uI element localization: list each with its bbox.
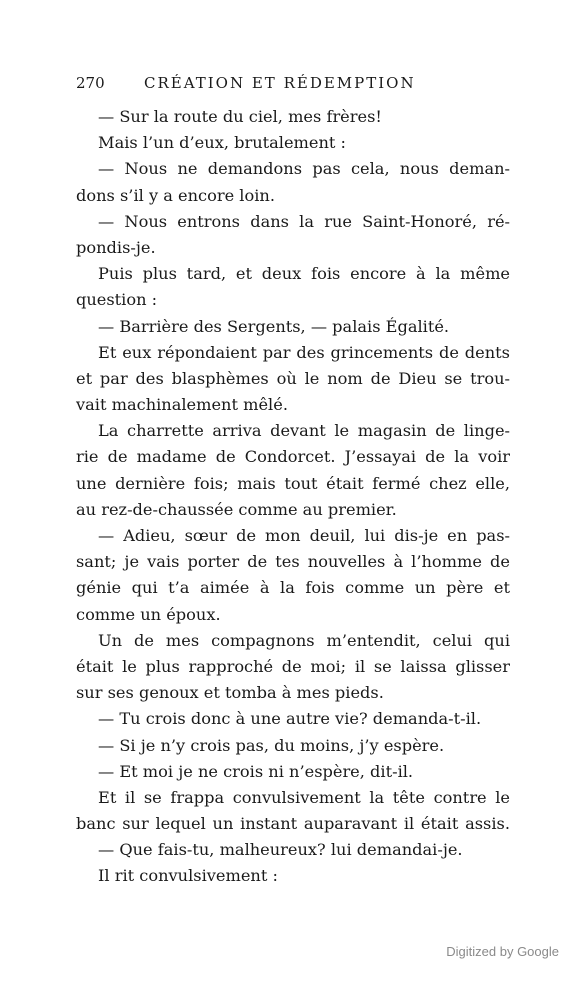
- text-line: — Que fais-tu, malheureux? lui demandai-je.: [98, 840, 463, 860]
- text-line: pondis-je.: [76, 237, 156, 257]
- text-line: — Barrière des Sergents, — palais Égalité.: [98, 316, 450, 336]
- text-line: génie qui t’a aimée à la fois comme un père et: [76, 578, 510, 598]
- text-line: était le plus rapproché de moi; il se laissa glisser: [76, 656, 510, 676]
- page-header: [76, 74, 516, 96]
- text-line: rie de madame de Condorcet. J’essayai de la voir: [76, 447, 510, 467]
- text-line: Il rit convulsivement :: [98, 866, 278, 886]
- text-line: Et il se frappa convulsivement la tête contre le: [98, 787, 510, 807]
- text-line: — Tu crois donc à une autre vie? demanda-t-il.: [98, 709, 482, 729]
- text-line: et par des blasphèmes où le nom de Dieu se trou-: [76, 368, 510, 388]
- text-line: Mais l’un d’eux, brutalement :: [98, 133, 347, 153]
- body-text: [76, 104, 510, 890]
- text-line: vait machinalement mêlé.: [76, 395, 288, 415]
- text-line: — Nous entrons dans la rue Saint-Honoré, ré-: [98, 211, 510, 231]
- text-line: sur ses genoux et tomba à mes pieds.: [76, 683, 384, 703]
- text-line: Et eux répondaient par des grincements de dents: [98, 342, 510, 362]
- watermark: Digitized by Google: [446, 944, 559, 959]
- text-line: question :: [76, 290, 158, 310]
- text-line: — Et moi je ne crois ni n’espère, dit-il.: [98, 761, 414, 781]
- text-line: sant; je vais porter de tes nouvelles à l’homme de: [76, 552, 510, 572]
- text-line: La charrette arriva devant le magasin de linge-: [98, 421, 510, 441]
- text-line: au rez-de-chaussée comme au premier.: [76, 499, 397, 519]
- text-line: comme un époux.: [76, 604, 221, 624]
- text-line: Un de mes compagnons m’entendit, celui qui: [98, 630, 510, 650]
- page-number: 270: [76, 74, 105, 92]
- text-line: une dernière fois; mais tout était fermé chez elle,: [76, 473, 510, 493]
- text-line: dons s’il y a encore loin.: [76, 185, 275, 205]
- text-line: — Adieu, sœur de mon deuil, lui dis-je en pas-: [98, 526, 510, 545]
- running-title: CRÉATION ET RÉDEMPTION: [144, 74, 416, 92]
- text-line: — Si je n’y crois pas, du moins, j’y espère.: [98, 735, 445, 755]
- text-line: — Sur la route du ciel, mes frères!: [98, 107, 382, 126]
- text-line: Puis plus tard, et deux fois encore à la même: [98, 264, 510, 284]
- text-line: banc sur lequel un instant auparavant il était assis.: [76, 814, 510, 834]
- text-line: — Nous ne demandons pas cela, nous deman-: [98, 159, 510, 179]
